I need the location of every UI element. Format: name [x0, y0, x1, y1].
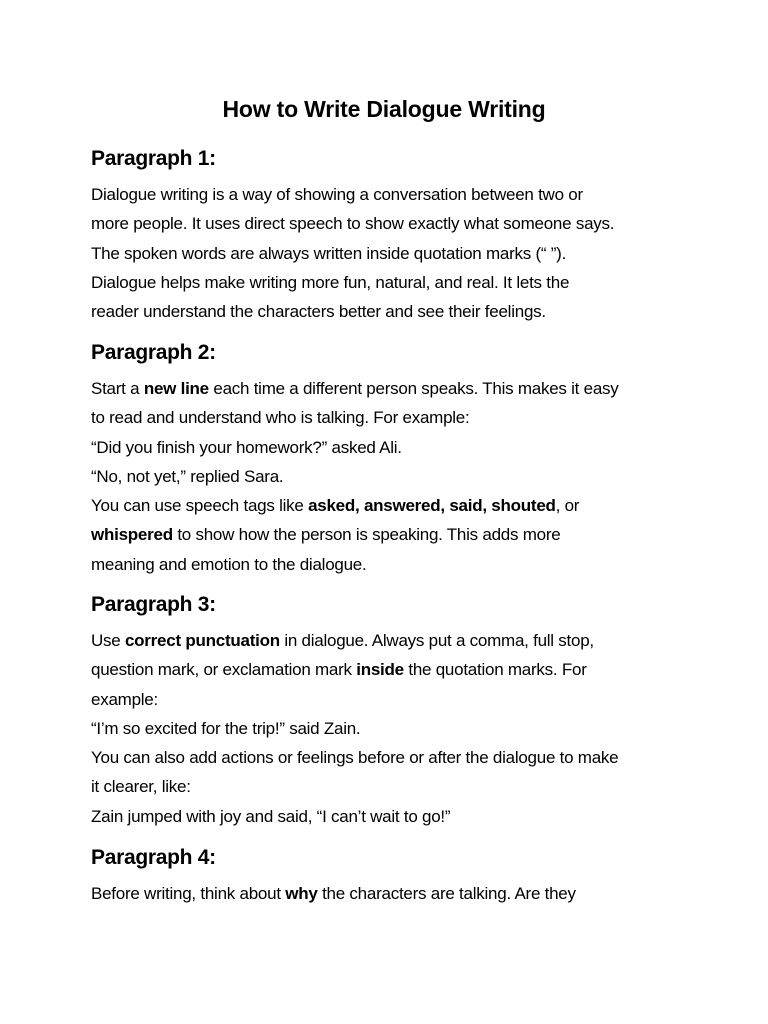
bold-text: new line — [143, 379, 209, 398]
text-line — [91, 550, 691, 579]
text-line — [91, 268, 691, 297]
text-line — [91, 297, 691, 326]
text-run: Use — [91, 631, 125, 650]
section-heading: Paragraph 2: — [91, 341, 216, 364]
text-run: to read and understand who is talking. For example: — [91, 408, 470, 428]
section-paragraph-4 — [91, 845, 691, 908]
text-run: Start a — [91, 379, 144, 398]
text-run: You can also add actions or feelings before or after the dialogue to make — [91, 748, 619, 768]
text-run: meaning and emotion to the dialogue. — [91, 554, 367, 574]
bold-text: asked, answered, said, shouted — [308, 496, 556, 516]
text-run: Zain jumped with joy and said, “I can’t wait to go!” — [91, 806, 451, 826]
text-line — [91, 374, 691, 403]
text-run: it clearer, like: — [91, 777, 191, 797]
text-run: “I’m so excited for the trip!” said Zain. — [91, 718, 361, 738]
text-line — [91, 743, 691, 772]
section-body — [91, 180, 691, 326]
document-title: How to Write Dialogue Writing — [222, 96, 546, 122]
text-run: , or — [555, 496, 580, 516]
text-run: in dialogue. Always put a comma, full stop, — [279, 631, 594, 650]
text-line — [91, 491, 691, 520]
section-heading: Paragraph 4: — [91, 846, 216, 869]
text-line — [91, 655, 691, 684]
section-paragraph-2 — [91, 340, 691, 579]
text-line — [91, 626, 691, 655]
section-paragraph-1 — [91, 146, 691, 326]
text-run: “Did you finish your homework?” asked Ali. — [91, 437, 402, 457]
text-run: question mark, or exclamation mark — [91, 660, 357, 680]
text-run: the characters are talking. Are they — [317, 884, 576, 903]
text-run: more people. It uses direct speech to show exactly what someone says. — [91, 214, 615, 234]
section-paragraph-3 — [91, 592, 691, 831]
text-run: You can use speech tags like — [91, 496, 309, 516]
text-run: reader understand the characters better and see their feelings. — [91, 302, 546, 322]
text-line — [91, 685, 691, 714]
bold-text: whispered — [91, 525, 173, 545]
bold-text: inside — [356, 660, 404, 680]
bold-text: correct punctuation — [124, 631, 280, 650]
section-heading: Paragraph 1: — [91, 147, 216, 170]
text-line — [91, 462, 691, 491]
bold-text: why — [285, 884, 318, 903]
text-line — [91, 433, 691, 462]
text-run: Dialogue helps make writing more fun, natural, and real. It lets the — [91, 272, 570, 292]
section-body — [91, 879, 691, 908]
text-run: example: — [91, 689, 158, 709]
text-line — [91, 403, 691, 432]
section-body — [91, 626, 691, 831]
text-run: Dialogue writing is a way of showing a conversation between two or — [91, 185, 583, 204]
text-line — [91, 802, 691, 831]
text-run: the quotation marks. For — [403, 660, 587, 680]
section-heading: Paragraph 3: — [91, 593, 216, 616]
section-body — [91, 374, 691, 579]
text-run: Before writing, think about — [91, 884, 286, 903]
text-line — [91, 772, 691, 801]
text-line — [91, 209, 691, 238]
text-line — [91, 239, 691, 268]
text-line — [91, 714, 691, 743]
text-run: The spoken words are always written inside quotation marks (“ ”). — [91, 243, 567, 263]
text-line — [91, 180, 691, 209]
text-run: “No, not yet,” replied Sara. — [91, 466, 284, 486]
text-run: to show how the person is speaking. This adds more — [172, 525, 561, 545]
text-line — [91, 520, 691, 549]
text-run: each time a different person speaks. This makes it easy — [208, 379, 619, 398]
text-line — [91, 879, 691, 908]
